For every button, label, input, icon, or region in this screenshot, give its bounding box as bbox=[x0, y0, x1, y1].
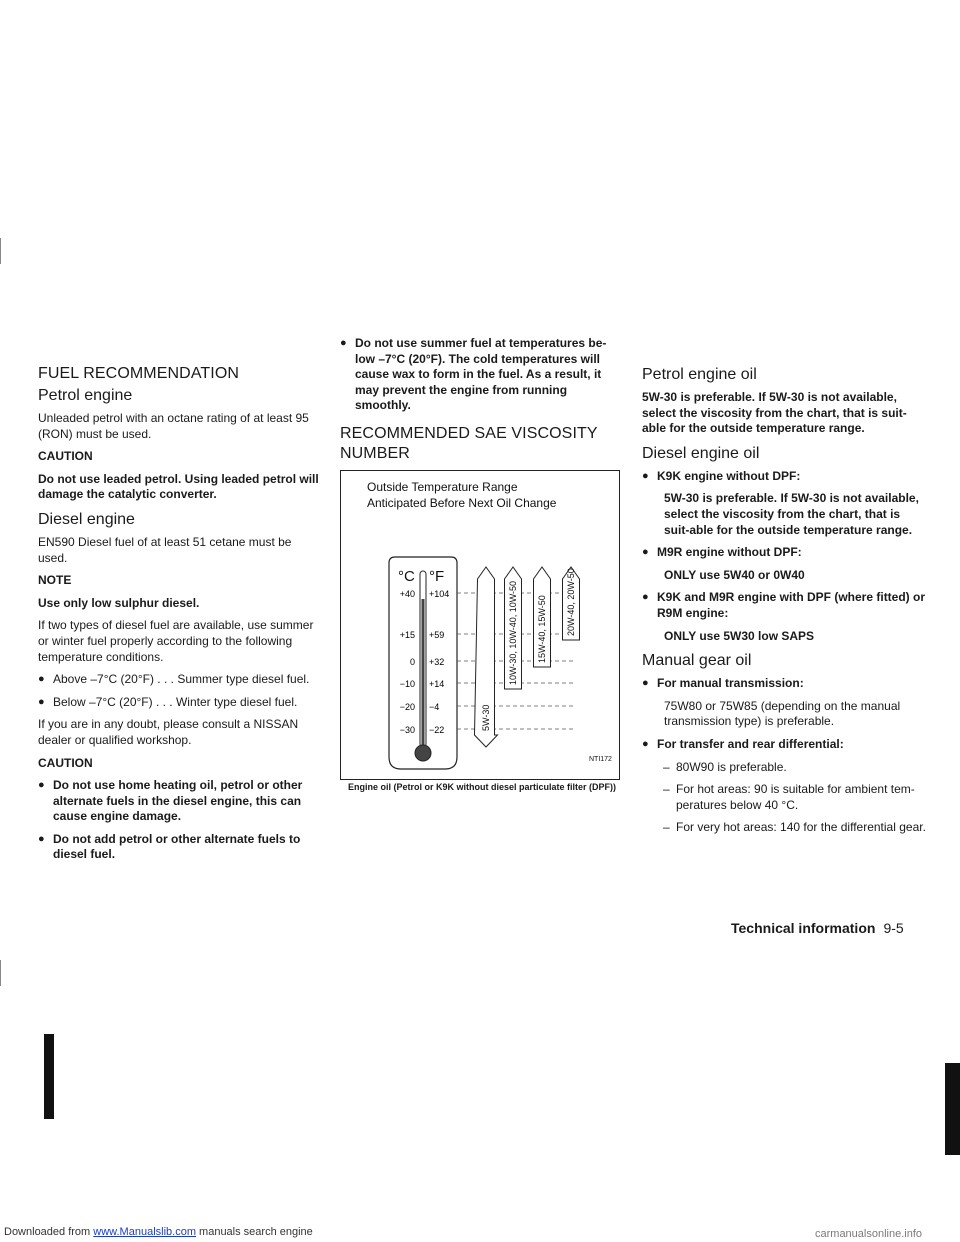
note-text: Use only low sulphur diesel. bbox=[38, 595, 200, 610]
caution-title: CAUTION bbox=[38, 449, 93, 464]
fahrenheit-unit: °F bbox=[429, 567, 445, 585]
dash-item: – 80W90 is preferable. bbox=[642, 760, 926, 776]
petrol-oil-text: 5W-30 is preferable. If 5W-30 is not available, select the viscosity from the chart, that is suit-able for the outside temperature range. bbox=[642, 390, 907, 436]
viscosity-chart bbox=[341, 471, 619, 779]
caution-bullet: ● Do not add petrol or other alternate fuels to diesel fuel. bbox=[38, 832, 322, 863]
column-left bbox=[38, 365, 322, 870]
dash-item: – For hot areas: 90 is suitable for ambient tem-peratures below 40 °C. bbox=[642, 782, 926, 813]
dpf-bullet: ● K9K and M9R engine with DPF (where fitted) or R9M engine: bbox=[642, 590, 926, 621]
celsius-tick-label: +40 bbox=[399, 588, 415, 599]
caution-text: Do not use leaded petrol. Using leaded petrol will damage the catalytic converter. bbox=[38, 471, 319, 502]
fahrenheit-tick-label: +32 bbox=[429, 656, 445, 667]
download-prefix: Downloaded from bbox=[4, 1226, 94, 1238]
caution-bullet: ● Do not use home heating oil, petrol or other alternate fuels in the diesel engine, this can cause engine damage. bbox=[38, 778, 322, 825]
sae-viscosity-heading: RECOMMENDED SAE VISCOSITY NUMBER bbox=[340, 424, 598, 462]
dpf-text: ONLY use 5W30 low SAPS bbox=[664, 628, 815, 643]
viscosity-figure bbox=[340, 470, 620, 780]
m9r-bullet: ● M9R engine without DPF: bbox=[642, 545, 926, 561]
k9k-bullet: ● K9K engine without DPF: bbox=[642, 469, 926, 485]
page-bar bbox=[44, 1034, 54, 1119]
doubt-text: If you are in any doubt, please consult a NISSAN dealer or qualified workshop. bbox=[38, 717, 299, 747]
petrol-engine-oil-heading: Petrol engine oil bbox=[642, 366, 757, 383]
celsius-tick-label: 0 bbox=[409, 656, 415, 667]
two-types-text: If two types of diesel fuel are available, use summer or winter fuel properly according to the following temperature conditions. bbox=[38, 618, 314, 664]
dash-item: – For very hot areas: 140 for the differential gear. bbox=[642, 820, 926, 836]
petrol-text: Unleaded petrol with an octane rating of at least 95 (RON) must be used. bbox=[38, 411, 309, 441]
fuel-recommendation-heading: FUEL RECOMMENDATION bbox=[38, 365, 240, 382]
grade-label: 10W-30, 10W-40, 10W-50 bbox=[508, 580, 518, 685]
download-note bbox=[4, 1226, 313, 1238]
figure-title: Outside Temperature Range bbox=[367, 479, 518, 494]
figure-code: NTI172 bbox=[589, 755, 612, 763]
chapter-tab bbox=[945, 1063, 960, 1155]
diesel-engine-oil-heading: Diesel engine oil bbox=[642, 444, 760, 462]
crop-mark bbox=[0, 238, 1, 264]
grade-label: 15W-40, 15W-50 bbox=[537, 595, 547, 663]
k9k-text: 5W-30 is preferable. If 5W-30 is not available, select the viscosity from the chart, that is suit-able for the outside temperature range. bbox=[664, 491, 919, 537]
figure-title: Anticipated Before Next Oil Change bbox=[367, 495, 557, 510]
fahrenheit-tick-label: −22 bbox=[429, 724, 445, 735]
manual-bullet: ● For manual transmission: bbox=[642, 676, 926, 692]
celsius-ticks bbox=[400, 589, 415, 735]
fahrenheit-tick-label: −4 bbox=[429, 701, 440, 712]
m9r-text: ONLY use 5W40 or 0W40 bbox=[664, 567, 805, 582]
diesel-text: EN590 Diesel fuel of at least 51 cetane must be used. bbox=[38, 534, 292, 565]
column-right bbox=[642, 366, 926, 843]
manual-gear-oil-heading: Manual gear oil bbox=[642, 652, 752, 670]
transfer-bullet: ● For transfer and rear differential: bbox=[642, 737, 926, 753]
grade-label: 20W-40, 20W-50 bbox=[566, 568, 576, 636]
fahrenheit-tick-label: +59 bbox=[429, 629, 445, 640]
manual-text: 75W80 or 75W85 (depending on the manual transmission type) is preferable. bbox=[664, 698, 901, 729]
figure-caption: Engine oil (Petrol or K9K without diesel particulate filter (DPF)) bbox=[347, 781, 617, 792]
grade-bars bbox=[457, 567, 580, 747]
fahrenheit-ticks bbox=[429, 589, 449, 735]
summer-fuel-bullet: ● Do not use summer fuel at temperatures be-low –7°C (20°F). The cold temperatures will cause wax to form in the fuel. As a result, it may prevent the engine from running smoothly. bbox=[340, 336, 624, 414]
celsius-tick-label: −20 bbox=[399, 701, 415, 712]
manualslib-link[interactable]: www.Manualslib.com bbox=[93, 1226, 196, 1238]
celsius-unit: °C bbox=[398, 567, 415, 585]
page-footer bbox=[731, 920, 904, 936]
crop-mark bbox=[0, 960, 1, 986]
fahrenheit-tick-label: +14 bbox=[429, 678, 445, 689]
above-bullet: ● Above –7°C (20°F) . . . Summer type diesel fuel. bbox=[38, 672, 322, 688]
caution-title: CAUTION bbox=[38, 755, 93, 770]
celsius-tick-label: +15 bbox=[399, 629, 415, 640]
celsius-tick-label: −10 bbox=[399, 678, 415, 689]
grade-label: 5W-30 bbox=[481, 704, 491, 731]
column-middle bbox=[340, 336, 624, 792]
watermark: carmanualsonline.info bbox=[815, 1228, 923, 1240]
footer-section: Technical information bbox=[731, 920, 876, 936]
page-number: 9-5 bbox=[883, 920, 904, 936]
download-suffix: manuals search engine bbox=[195, 1226, 313, 1238]
diesel-engine-heading: Diesel engine bbox=[38, 510, 135, 528]
fahrenheit-tick-label: +104 bbox=[429, 588, 450, 599]
petrol-engine-heading: Petrol engine bbox=[38, 387, 133, 404]
celsius-tick-label: −30 bbox=[399, 724, 415, 735]
below-bullet: ● Below –7°C (20°F) . . . Winter type diesel fuel. bbox=[38, 695, 322, 711]
note-title: NOTE bbox=[38, 573, 72, 588]
